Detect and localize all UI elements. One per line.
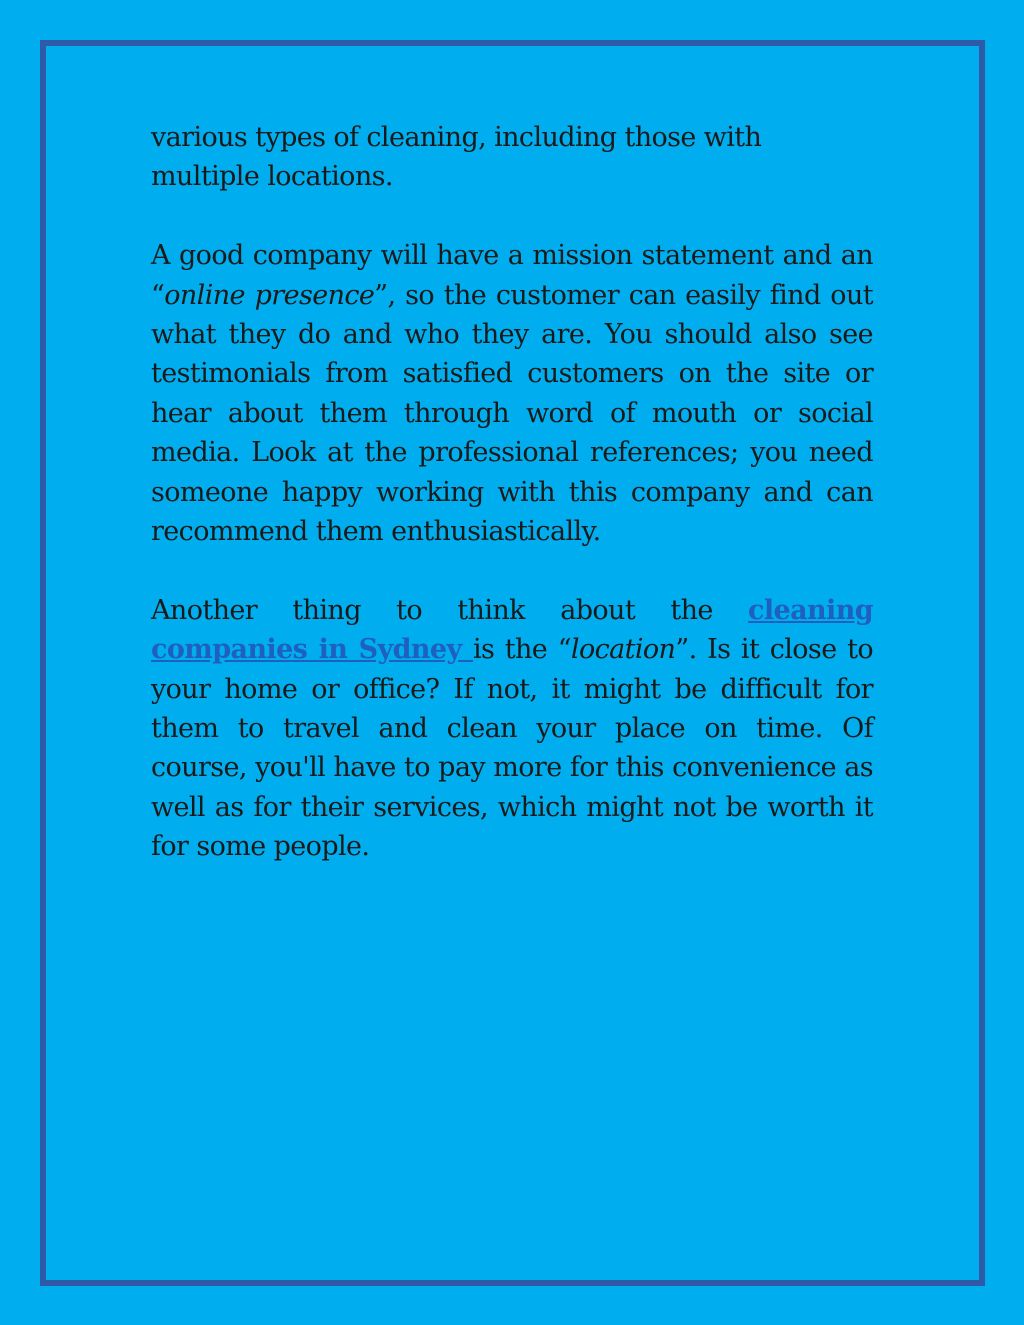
paragraph-2	[151, 236, 873, 551]
paragraph-3-intro: Another thing to think about the	[151, 594, 749, 626]
paragraph-2-body: ”, so the customer can easily find out what they do and who they are. You should also see testimonials from satisfied customers on the site or hear about them through word of mouth or social media. Look at the professional references; you need someone happy working with this company and can recommend them enthusiastically.	[151, 279, 874, 548]
document-body	[151, 118, 873, 906]
location-term: location	[570, 634, 676, 666]
paragraph-1	[151, 118, 873, 197]
paragraph-1-text: various types of cleaning, including those with multiple locations.	[151, 122, 762, 193]
paragraph-3	[151, 591, 873, 867]
cleaning-companies-link[interactable]: cleaning companies in Sydney	[151, 594, 873, 666]
paragraph-3-between: is the “	[472, 634, 571, 666]
paragraph-2-intro: A good company will have a mission statement and an “	[151, 240, 873, 311]
paragraph-3-body: ”. Is it close to your home or office? If not, it might be difficult for them to travel and clean your place on time. Of course, you'll have to pay more for this convenience as well as for their services, which might not be worth it for some people.	[151, 634, 873, 863]
online-presence-term: online presence	[164, 279, 375, 311]
